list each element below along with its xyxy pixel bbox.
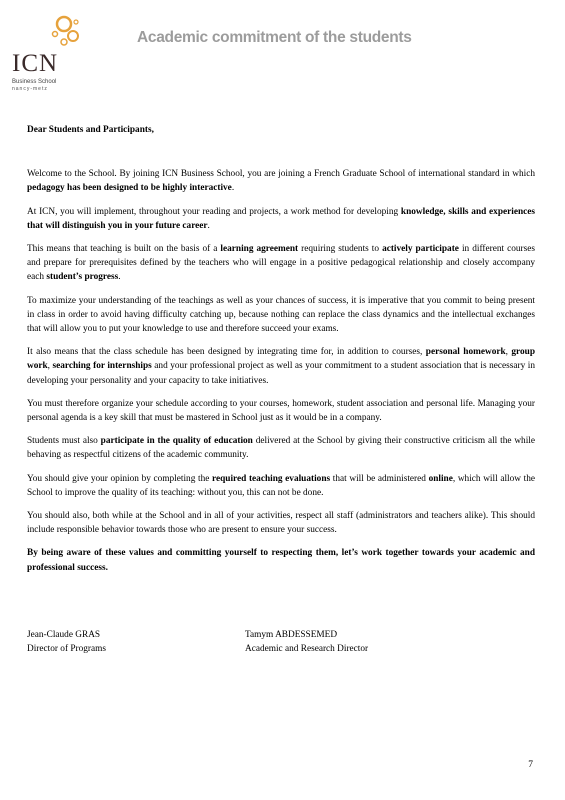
paragraph-respect: You should also, both while at the School and in all of your activities, respect all staff (administrators and teachers alike). This should include responsible behavior towards those who are present to ensure your success. <box>27 511 535 536</box>
paragraph-organize: You must therefore organize your schedule according to your courses, homework, student association and personal life. Managing your personal agenda is a key skill that must be mastered in School just as it would be in a company. <box>27 398 535 424</box>
paragraph-schedule: It also means that the class schedule has been designed by integrating time for, in addition to courses, personal homework, group work, searching for internships and your professional project as well as your commitment to a student association that is necessary in developing your personality and your capacity to take initiatives. <box>27 347 536 386</box>
page-number: 7 <box>528 760 533 770</box>
signatory-name: Jean-Claude GRAS <box>27 630 101 640</box>
paragraph-teaching: This means that teaching is built on the basis of a learning agreement requiring students to actively participate in different courses and prepare for prerequisites defined by the teachers who will engage in a positive pedagogical relationship and closely accompany each student’s progress. <box>27 244 535 283</box>
paragraph-attendance: To maximize your understanding of the teachings as well as your chances of success, it is imperative that you commit to being present in class in order to avoid having difficulty catching up, because nothing can replace the class dynamics and the intellectual exchanges that will allow you to put your knowledge to use and therefore succeed your exams. <box>27 295 535 335</box>
signatory-role: Academic and Research Director <box>245 644 369 654</box>
logo-location: nancy-metz <box>12 86 48 92</box>
signatory-name: Tamym ABDESSEMED <box>245 630 338 640</box>
paragraph-evaluations: You should give your opinion by completing the required teaching evaluations that will be administered online, which will allow the School to improve the quality of its teaching: without you, this can not be done. <box>27 473 535 498</box>
page-title: Academic commitment of the students <box>137 29 412 46</box>
paragraph-quality: Students must also participate in the quality of education delivered at the School by giving their constructive criticism all the while behaving as respectful citizens of the academic community. <box>27 436 535 461</box>
paragraph-method: At ICN, you will implement, throughout your reading and projects, a work method for developing knowledge, skills and experiences that will distinguish you in your future career. <box>27 206 536 231</box>
icn-logo <box>6 14 96 94</box>
signature-right <box>245 628 368 656</box>
paragraph-closing: By being aware of these values and committing yourself to respecting them, let’s work together towards your academic and professional success. <box>27 548 535 573</box>
signature-left <box>27 628 106 656</box>
salutation: Dear Students and Participants, <box>27 125 154 135</box>
letter-body <box>27 123 535 584</box>
logo-text: ICN <box>12 50 59 77</box>
paragraph-welcome: Welcome to the School. By joining ICN Business School, you are joining a French Graduate School of international standard in which pedagogy has been designed to be highly interactive. <box>27 169 535 194</box>
signatory-role: Director of Programs <box>27 644 107 654</box>
logo-subtitle: Business School <box>12 79 57 85</box>
